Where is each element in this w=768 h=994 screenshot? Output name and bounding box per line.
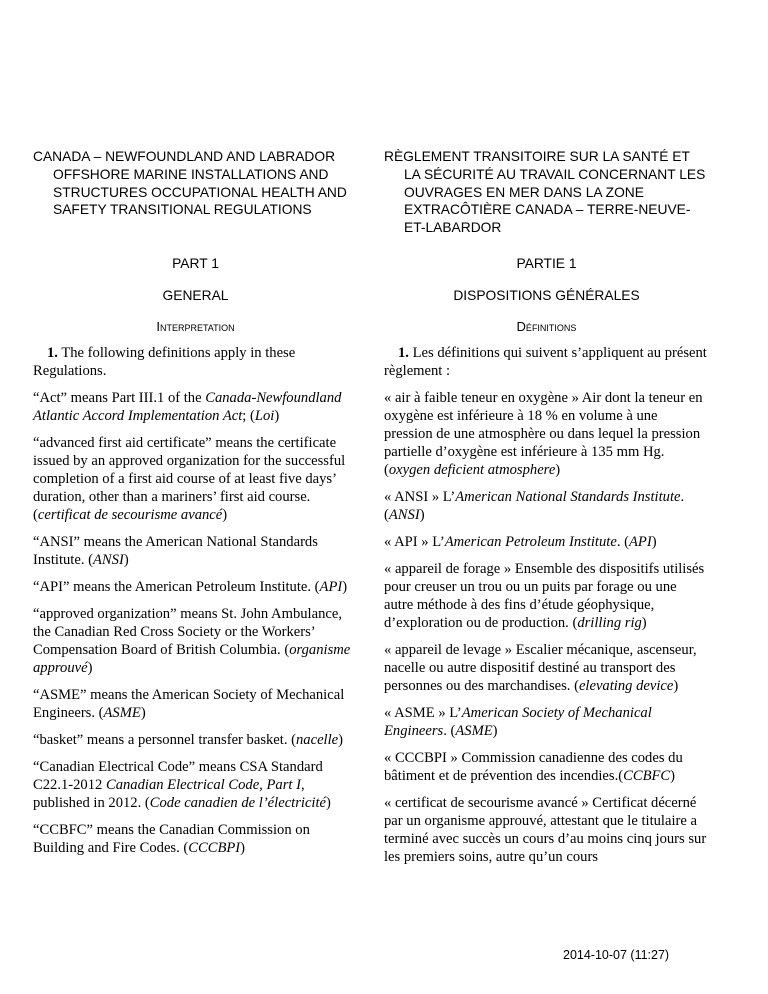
french-part-number: PARTIE 1 bbox=[516, 255, 577, 271]
french-column bbox=[384, 148, 709, 875]
english-definition: “Act” means Part III.1 of the Canada-Newfoundland Atlantic Accord Implementation Act; (Loi) bbox=[33, 390, 342, 425]
english-definition: “CCBFC” means the Canadian Commission on Building and Fire Codes. (CCCBPI) bbox=[33, 822, 310, 857]
french-definition: « appareil de levage » Escalier mécanique, ascenseur, nacelle ou autre dispositif destiné au transport des personnes ou des marchandises. (elevating device) bbox=[384, 641, 697, 694]
english-part-title: GENERAL bbox=[162, 288, 229, 304]
french-definition: « appareil de forage » Ensemble des dispositifs utilisés pour creuser un trou ou un puits par forage ou une autre méthode à des fins d’étude géophysique, d’exploration ou de production. (drilling rig) bbox=[384, 560, 705, 631]
english-paragraph-1 bbox=[33, 344, 358, 380]
english-definition: “ANSI” means the American National Standards Institute. (ANSI) bbox=[33, 534, 318, 569]
french-paragraph-1-text: Les définitions qui suivent s’appliquent au présent règlement : bbox=[384, 344, 707, 379]
english-definition: “approved organization” means St. John Ambulance, the Canadian Red Cross Society or the Workers’ Compensation Board of British Columbia. (organisme approuvé) bbox=[33, 606, 351, 677]
french-definition: « certificat de secourisme avancé » Certificat décerné par un organisme approuvé, attestant que le titulaire a terminé avec succès un cours d’au moins cinq jours sur les premiers soins, autre qu’un cours bbox=[384, 794, 707, 865]
english-definition: “advanced first aid certificate” means the certificate issued by an approved organization for the successful completion of a first aid course of at least five days’ duration, other than a mariners’ first aid course. (certificat de secourisme avancé) bbox=[33, 435, 346, 524]
french-definition: « air à faible teneur en oxygène » Air dont la teneur en oxygène est inférieure à 18 % en volume à une pression de une atmosphère ou dans lequel la pression partielle d’oxygène est inférieure à 135 mm Hg. (oxygen deficient atmosphere) bbox=[384, 389, 703, 478]
french-paragraph-1-number: 1. bbox=[398, 344, 409, 361]
french-definition: « ANSI » L’American National Standards Institute. (ANSI) bbox=[384, 488, 685, 523]
english-column bbox=[33, 148, 358, 866]
english-definition: “basket” means a personnel transfer basket. (nacelle) bbox=[33, 732, 344, 749]
french-title: RÈGLEMENT TRANSITOIRE SUR LA SANTÉ ET LA SÉCURITÉ AU TRAVAIL CONCERNANT LES OUVRAGES EN MER DANS LA ZONE EXTRACÔTIÈRE CANADA – TERRE-NEUVE-ET-LABARDOR bbox=[384, 149, 706, 236]
english-definition: “Canadian Electrical Code” means CSA Standard C22.1-2012 Canadian Electrical Code, Part I, published in 2012. (Code canadien de l’électricité) bbox=[33, 759, 331, 812]
english-paragraph-1-number: 1. bbox=[47, 345, 58, 362]
english-title: CANADA – NEWFOUNDLAND AND LABRADOR OFFSHORE MARINE INSTALLATIONS AND STRUCTURES OCCUPATIONAL HEALTH AND SAFETY TRANSITIONAL REGULATIONS bbox=[33, 149, 347, 218]
english-part-number: PART 1 bbox=[172, 256, 219, 272]
english-definition: “ASME” means the American Society of Mechanical Engineers. (ASME) bbox=[33, 687, 345, 722]
french-part-title: DISPOSITIONS GÉNÉRALES bbox=[453, 287, 640, 303]
english-section-heading: Interpretation bbox=[156, 319, 235, 335]
page-timestamp: 2014-10-07 (11:27) bbox=[563, 948, 670, 962]
english-definition: “API” means the American Petroleum Institute. (API) bbox=[33, 579, 348, 596]
french-definition: « ASME » L’American Society of Mechanical Engineers. (ASME) bbox=[384, 704, 652, 739]
french-definition: « CCCBPI » Commission canadienne des codes du bâtiment et de prévention des incendies.(CCBFC) bbox=[384, 749, 683, 784]
french-paragraph-1 bbox=[384, 344, 709, 380]
french-section-heading: Définitions bbox=[516, 318, 577, 334]
english-paragraph-1-text: The following definitions apply in these Regulations. bbox=[33, 345, 296, 380]
french-definition: « API » L’American Petroleum Institute. (API) bbox=[384, 533, 657, 550]
